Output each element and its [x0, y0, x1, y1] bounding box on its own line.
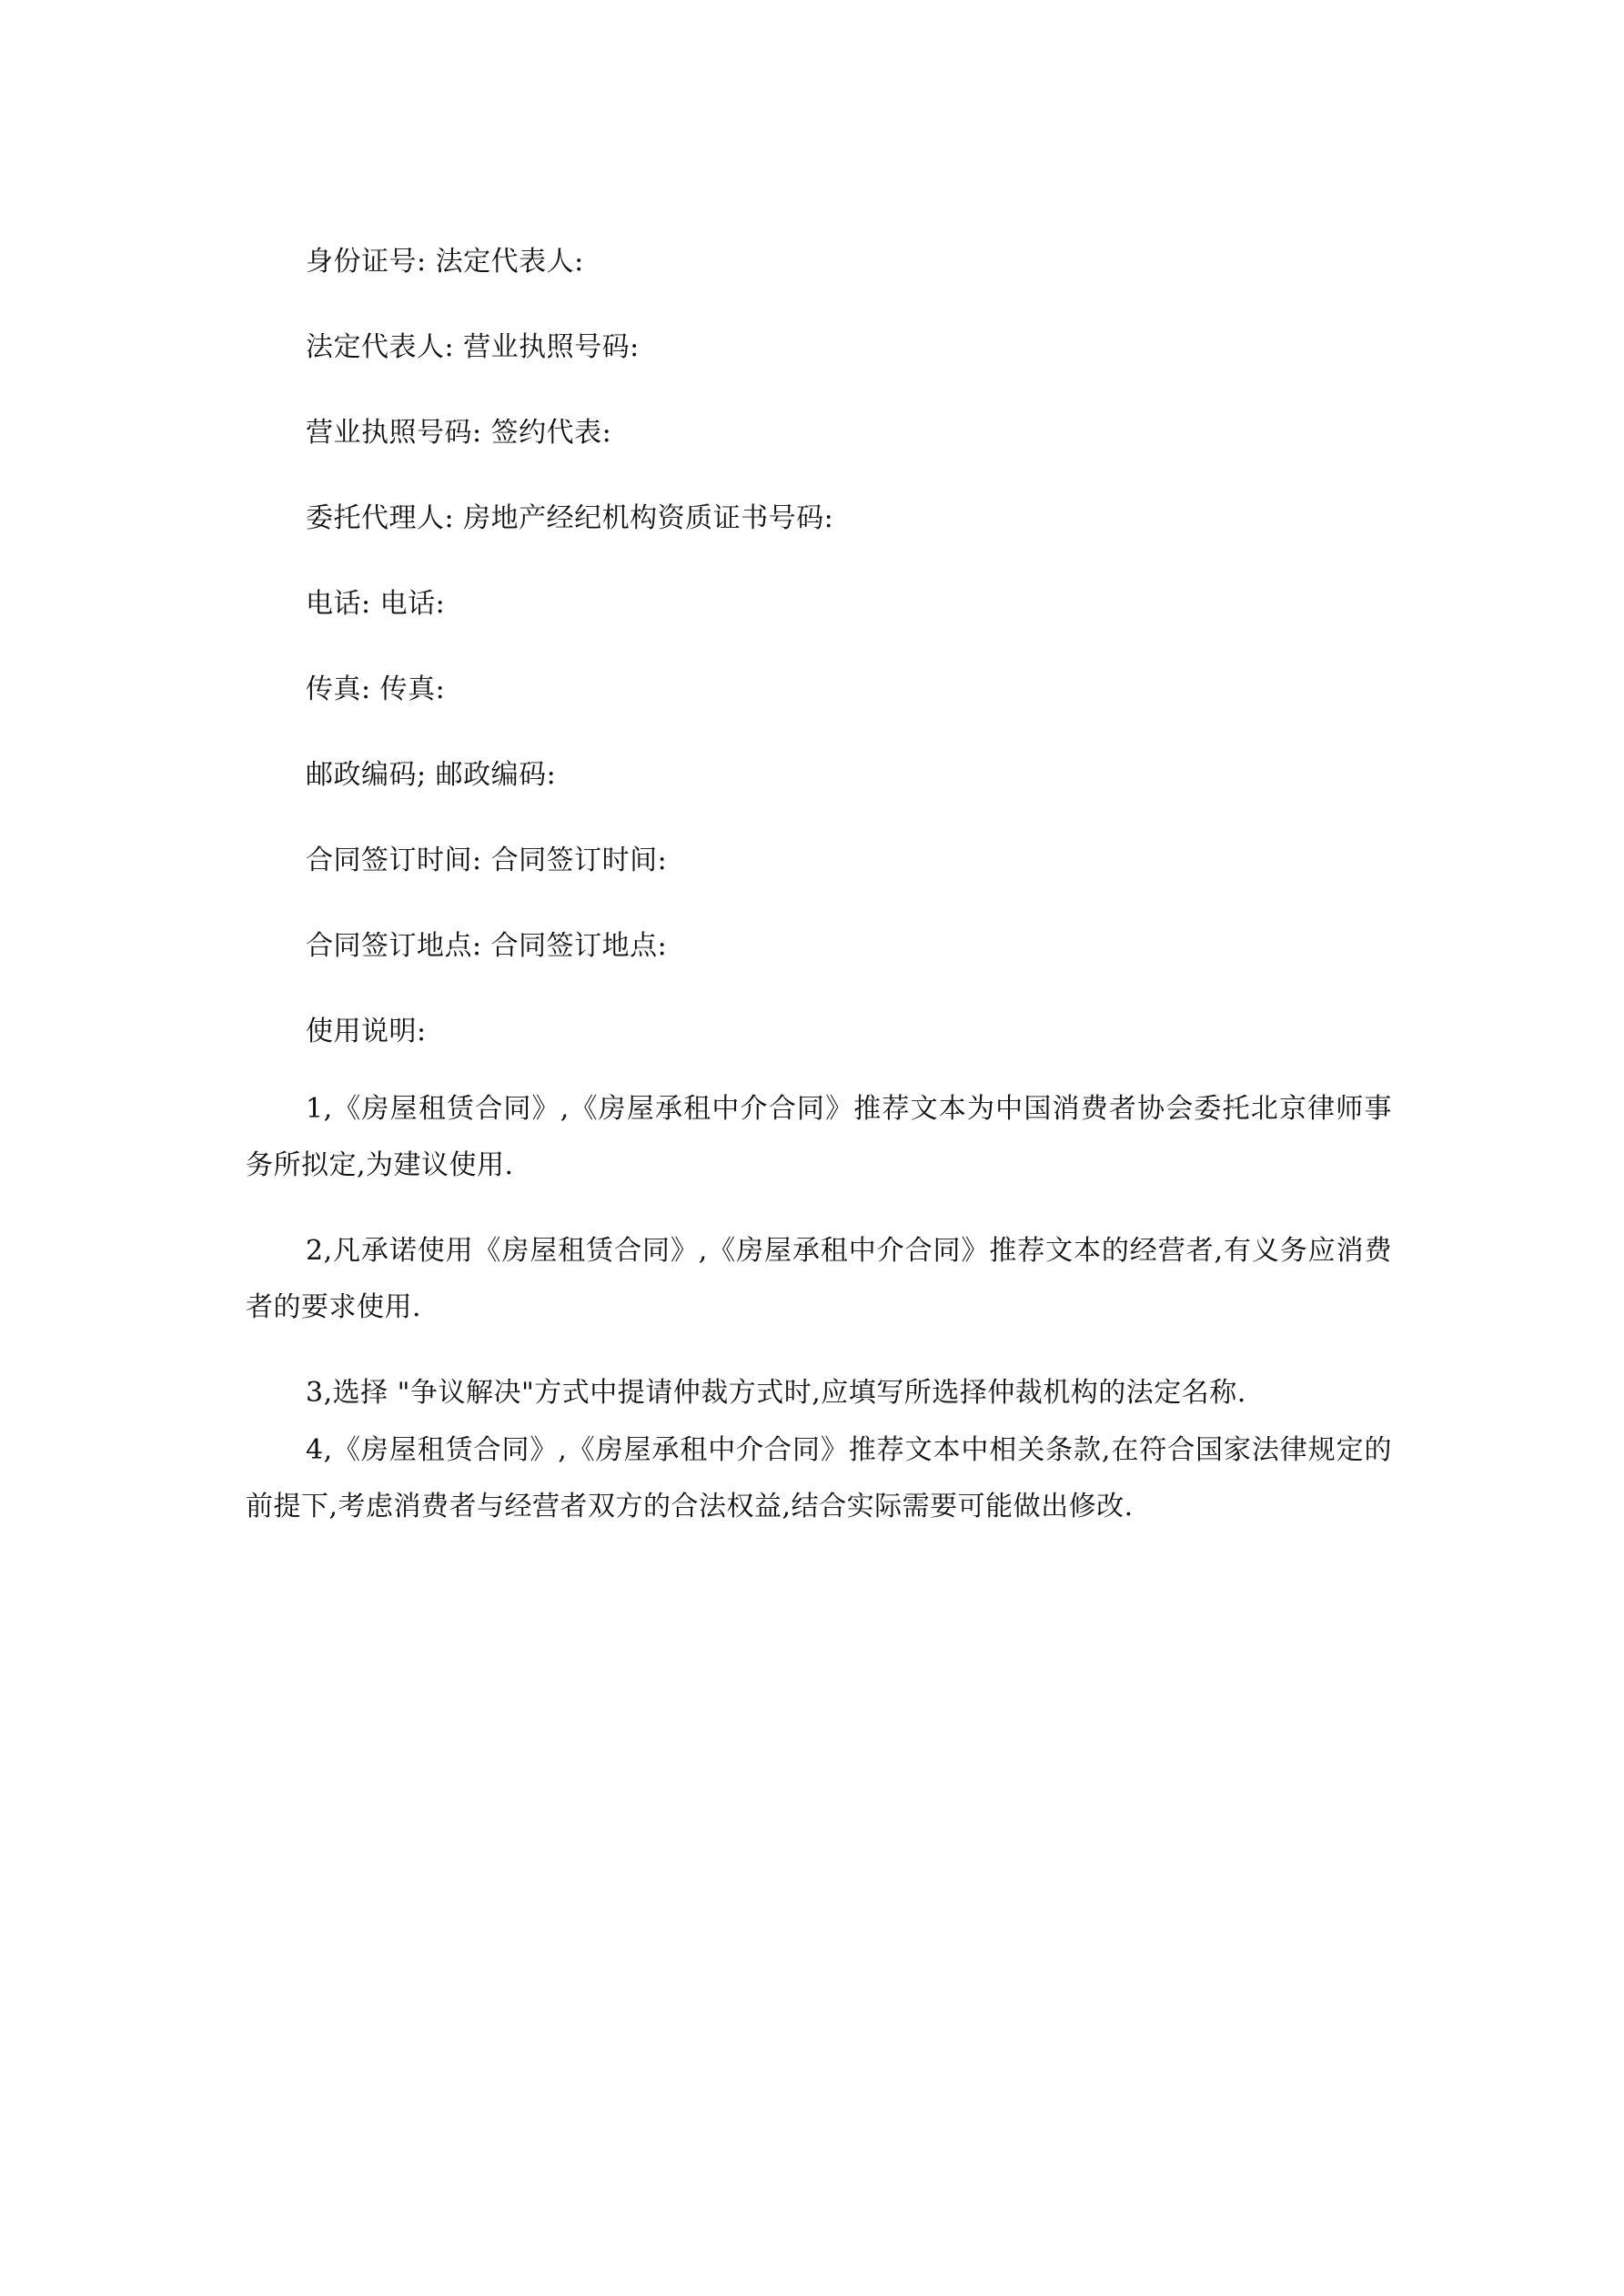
field-id-number: 身份证号: 法定代表人: [306, 246, 584, 278]
instructions-heading: 使用说明: [306, 1016, 427, 1047]
instruction-2: 2,凡承诺使用《房屋租赁合同》,《房屋承租中介合同》推荐文本的经营者,有义务应消费者的要求使用. [246, 1235, 1392, 1323]
instruction-3: 3,选择 "争议解决"方式中提请仲裁方式时,应填写所选择仲裁机构的法定名称. [306, 1377, 1246, 1409]
instruction-4: 4,《房屋租赁合同》,《房屋承租中介合同》推荐文本中相关条款,在符合国家法律规定的前提下,考虑消费者与经营者双方的合法权益,结合实际需要可能做出修改. [246, 1434, 1392, 1522]
field-fax: 传真: 传真: [306, 673, 446, 705]
field-postal-code: 邮政编码; 邮政编码: [306, 759, 557, 791]
field-agent: 委托代理人: 房地产经纪机构资质证书号码: [306, 502, 834, 534]
field-phone: 电话: 电话: [306, 588, 446, 620]
field-legal-representative: 法定代表人: 营业执照号码: [306, 331, 640, 363]
instruction-1: 1,《房屋租赁合同》,《房屋承租中介合同》推荐文本为中国消费者协会委托北京律师事务所拟定,为建议使用. [246, 1093, 1392, 1181]
field-business-license: 营业执照号码: 签约代表: [306, 417, 612, 449]
field-signing-place: 合同签订地点: 合同签订地点: [306, 930, 668, 962]
field-signing-time: 合同签订时间: 合同签订时间: [306, 845, 668, 876]
